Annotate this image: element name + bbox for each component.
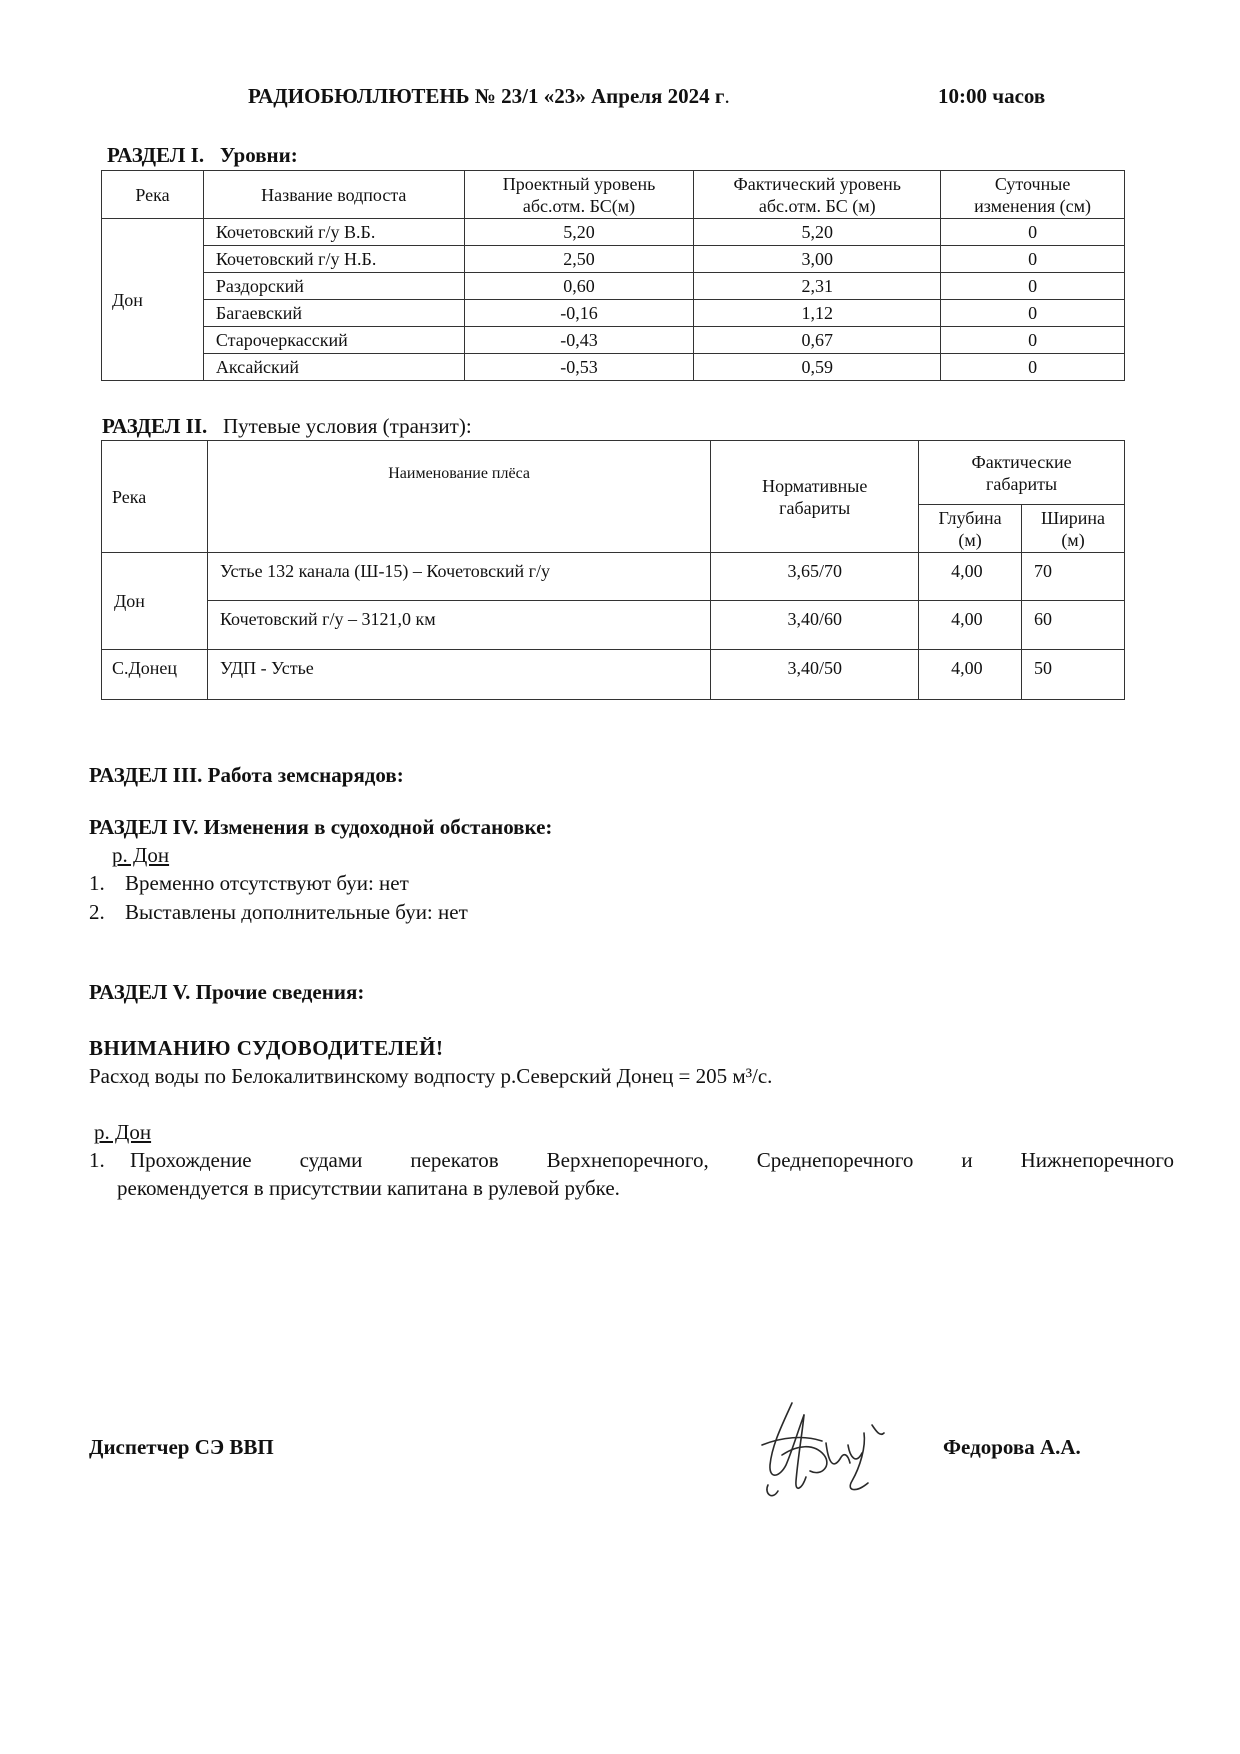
transit-table	[101, 440, 1125, 700]
title-dot: .	[724, 84, 730, 108]
attention-heading: ВНИМАНИЮ СУДОВОДИТЕЛЕЙ!	[89, 1036, 444, 1060]
reach-cell: УДП - Устье	[207, 650, 710, 700]
depth-cell: 4,00	[919, 601, 1022, 650]
section1-title: Уровни:	[219, 143, 298, 167]
section5-heading: РАЗДЕЛ V. Прочие сведения:	[89, 980, 365, 1004]
section4-river-label: р. Дон	[112, 843, 170, 867]
change-cell: 0	[941, 273, 1125, 300]
col-norm-dimensions: Нормативные габариты	[711, 441, 919, 553]
actual-cell: 5,20	[694, 219, 941, 246]
river-cell: Дон	[102, 553, 208, 650]
actual-cell: 0,59	[694, 354, 941, 381]
bulletin-title: РАДИОБЮЛЛЮТЕНЬ № 23/1 «23» Апреля 2024 г	[248, 84, 725, 108]
attention-item-line2: рекомендуется в присутствии капитана в рулевой рубке.	[117, 1176, 620, 1200]
norm-cell: 3,65/70	[711, 553, 919, 601]
change-cell: 0	[941, 246, 1125, 273]
design-cell: -0,43	[464, 327, 694, 354]
section2-label: РАЗДЕЛ II.	[102, 414, 208, 438]
design-cell: -0,16	[464, 300, 694, 327]
dispatcher-position: Диспетчер СЭ ВВП	[89, 1435, 274, 1459]
post-cell: Аксайский	[203, 354, 464, 381]
change-cell: 0	[941, 354, 1125, 381]
post-cell: Раздорский	[203, 273, 464, 300]
table-row	[102, 327, 1125, 354]
col-reach: Наименование плёса	[207, 441, 710, 553]
col-river: Река	[102, 441, 208, 553]
design-cell: 5,20	[464, 219, 694, 246]
table-row	[102, 553, 1125, 601]
attention-item-number: 1.	[89, 1148, 105, 1172]
section2-title: Путевые условия (транзит):	[223, 414, 472, 438]
width-cell: 60	[1022, 601, 1125, 650]
col-actual-level: Фактический уровень абс.отм. БС (м)	[694, 171, 941, 219]
water-flow-note: Расход воды по Белокалитвинскому водпосту р.Северский Донец = 205 м³/с.	[89, 1064, 773, 1088]
list-text: Временно отсутствуют буи: нет	[125, 871, 409, 895]
design-cell: 0,60	[464, 273, 694, 300]
levels-header-row	[102, 171, 1125, 219]
norm-cell: 3,40/60	[711, 601, 919, 650]
section2-heading	[102, 414, 472, 439]
actual-cell: 1,12	[694, 300, 941, 327]
col-fact-dimensions: Фактические габариты	[919, 441, 1125, 505]
list-text: Выставлены дополнительные буи: нет	[125, 900, 468, 924]
table-row	[102, 273, 1125, 300]
levels-table	[101, 170, 1125, 381]
list-number: 1.	[89, 871, 105, 895]
col-post: Название водпоста	[203, 171, 464, 219]
table-row	[102, 219, 1125, 246]
post-cell: Старочеркасский	[203, 327, 464, 354]
dispatcher-name: Федорова А.А.	[943, 1435, 1081, 1459]
section1-label: РАЗДЕЛ I.	[107, 143, 205, 167]
col-river: Река	[102, 171, 204, 219]
design-cell: -0,53	[464, 354, 694, 381]
post-cell: Кочетовский г/у Н.Б.	[203, 246, 464, 273]
signature-icon	[752, 1385, 902, 1505]
table-row	[102, 300, 1125, 327]
change-cell: 0	[941, 219, 1125, 246]
actual-cell: 3,00	[694, 246, 941, 273]
col-design-level: Проектный уровень абс.отм. БС(м)	[464, 171, 694, 219]
actual-cell: 2,31	[694, 273, 941, 300]
change-cell: 0	[941, 327, 1125, 354]
list-number: 2.	[89, 900, 105, 924]
section1-heading	[107, 143, 298, 168]
reach-cell: Устье 132 канала (Ш-15) – Кочетовский г/у	[207, 553, 710, 601]
col-depth: Глубина (м)	[919, 505, 1022, 553]
actual-cell: 0,67	[694, 327, 941, 354]
post-cell: Кочетовский г/у В.Б.	[203, 219, 464, 246]
list-item	[89, 871, 409, 896]
table-row	[102, 246, 1125, 273]
list-item	[89, 900, 468, 925]
river-cell: Дон	[102, 219, 204, 381]
river-cell: С.Донец	[102, 650, 208, 700]
attention-river-label: р. Дон	[94, 1120, 152, 1144]
col-width: Ширина (м)	[1022, 505, 1125, 553]
width-cell: 50	[1022, 650, 1125, 700]
reach-cell: Кочетовский г/у – 3121,0 км	[207, 601, 710, 650]
table-row	[102, 354, 1125, 381]
transit-header-row	[102, 441, 1125, 505]
bulletin-time: 10:00 часов	[938, 84, 1046, 108]
depth-cell: 4,00	[919, 553, 1022, 601]
table-row	[102, 601, 1125, 650]
bulletin-header	[248, 84, 1046, 109]
section4-heading: РАЗДЕЛ IV. Изменения в судоходной обстановке:	[89, 815, 553, 839]
design-cell: 2,50	[464, 246, 694, 273]
section3-heading: РАЗДЕЛ III. Работа земснарядов:	[89, 763, 404, 787]
depth-cell: 4,00	[919, 650, 1022, 700]
width-cell: 70	[1022, 553, 1125, 601]
post-cell: Багаевский	[203, 300, 464, 327]
change-cell: 0	[941, 300, 1125, 327]
norm-cell: 3,40/50	[711, 650, 919, 700]
table-row	[102, 650, 1125, 700]
col-daily-change: Суточные изменения (см)	[941, 171, 1125, 219]
attention-item-line1: Прохождение судами перекатов Верхнепоречного, Среднепоречного и Нижнепоречного	[130, 1148, 1174, 1172]
